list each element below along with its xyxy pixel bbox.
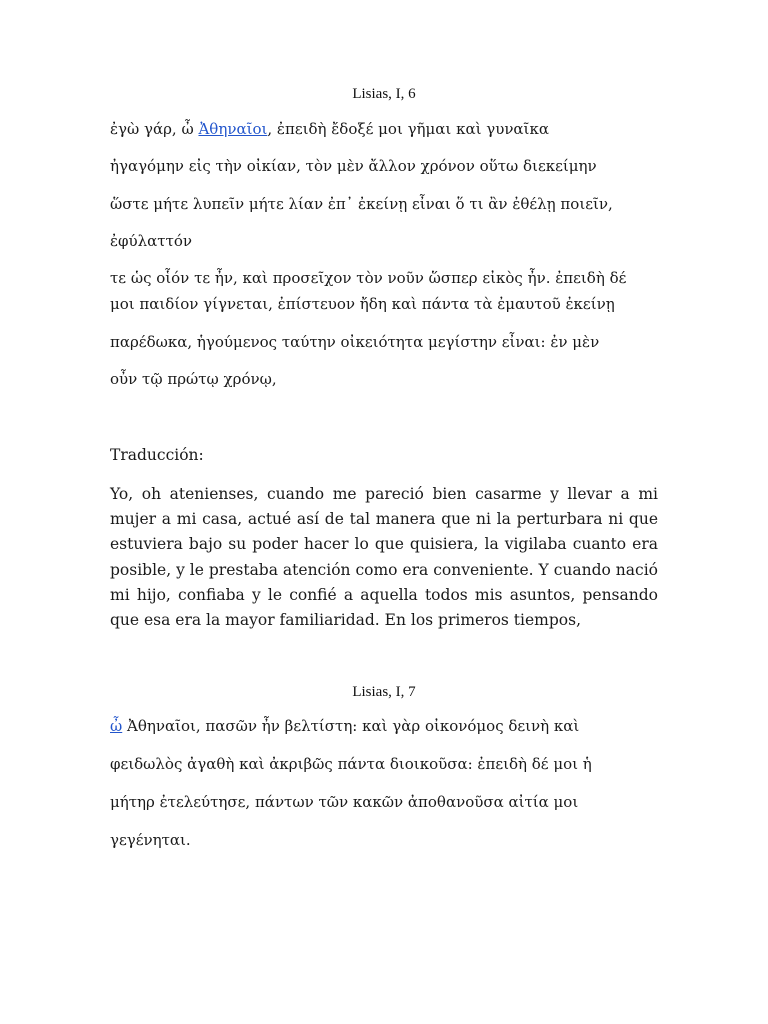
greek-line-12: γεγένηται. <box>110 831 191 849</box>
greek-line-3: ὥστε μήτε λυπεῖν μήτε λίαν ἐπ᾽ ἐκείνῃ εἶναι ὅ τι ἂν ἐθέλῃ ποιεῖν, <box>110 195 613 213</box>
translation-label: Traducción: <box>110 446 204 464</box>
section-heading-lisias-1-6: Lisias, I, 6 <box>352 86 416 102</box>
greek-line-7: παρέδωκα, ἡγούμενος ταύτην οἰκειότητα μεγίστην εἶναι: ἐν μὲν <box>110 333 600 351</box>
section-heading-lisias-1-7: Lisias, I, 7 <box>352 684 416 700</box>
greek-line-4: ἐφύλαττόν <box>110 232 193 250</box>
greek-line-5: τε ὡς οἷόν τε ἦν, καὶ προσεῖχον τὸν νοῦν ὥσπερ εἰκὸς ἦν. ἐπειδὴ δέ <box>110 269 627 287</box>
omega-link[interactable]: ὦ <box>110 717 123 735</box>
greek-line-10: φειδωλὸς ἀγαθὴ καὶ ἀκριβῶς πάντα διοικοῦσα: ἐπειδὴ δέ μοι ἡ <box>110 755 592 773</box>
greek-text: ἐγὼ γάρ, ὦ <box>110 120 199 138</box>
greek-line-2: ἠγαγόμην εἰς τὴν οἰκίαν, τὸν μὲν ἄλλον χρόνον οὕτω διεκείμην <box>110 157 597 175</box>
greek-text: , ἐπειδὴ ἔδοξέ μοι γῆμαι καὶ γυναῖκα <box>267 120 549 138</box>
greek-line-9 <box>110 717 579 735</box>
greek-line-11: μήτηρ ἐτελεύτησε, πάντων τῶν κακῶν ἀποθανοῦσα αἰτία μοι <box>110 793 579 811</box>
greek-line-6: μοι παιδίον γίγνεται, ἐπίστευον ἤδη καὶ πάντα τὰ ἐμαυτοῦ ἐκείνῃ <box>110 295 615 313</box>
translation-paragraph: Yo, oh atenienses, cuando me pareció bien casarme y llevar a mi mujer a mi casa, actué así de tal manera que ni la perturbara ni que estuviera bajo su poder hacer lo que quisiera, la vigilaba cuanto era posible, y le prestaba atención como era conveniente. Y cuando nació mi hijo, confiaba y le confié a aquella todos mis asuntos, pensando que esa era la mayor familiaridad. En los primeros tiempos, <box>110 485 658 630</box>
greek-line-8: οὖν τῷ πρώτῳ χρόνῳ, <box>110 370 277 388</box>
greek-text: Ἀθηναῖοι, πασῶν ἦν βελτίστη: καὶ γὰρ οἰκονόμος δεινὴ καὶ <box>122 717 580 735</box>
athenians-link[interactable]: Ἀθηναῖοι <box>198 120 268 138</box>
greek-line-1 <box>110 120 549 138</box>
